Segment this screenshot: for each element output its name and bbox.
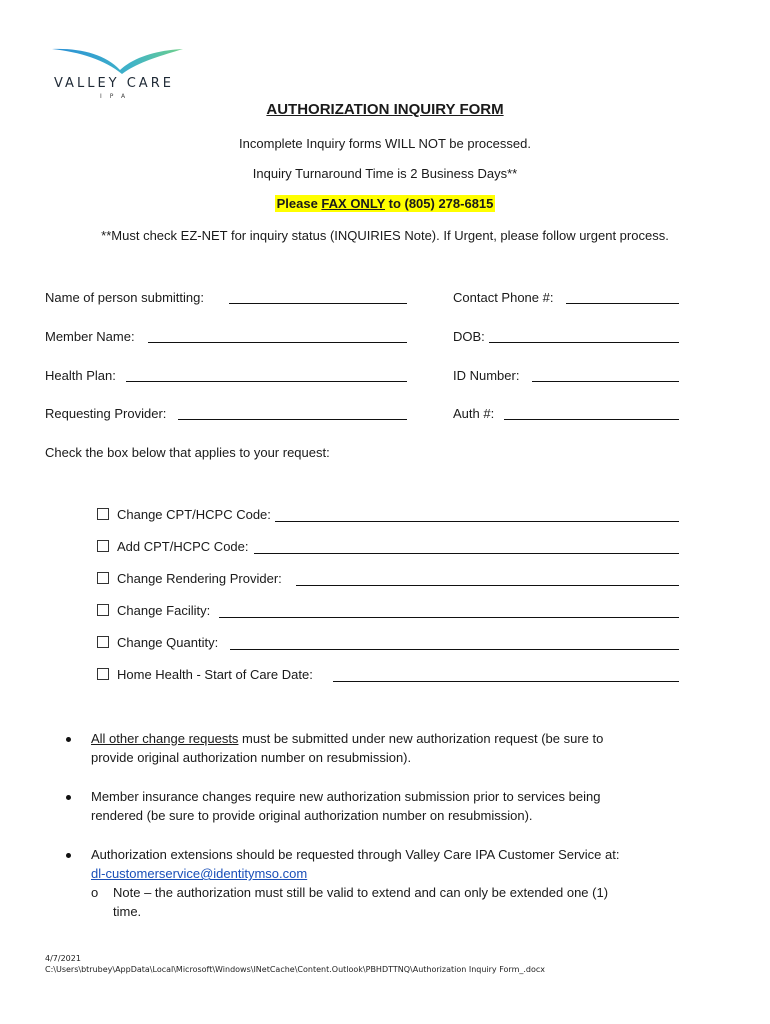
auth-number-field[interactable] [504,419,679,420]
auth-number-label: Auth #: [453,406,495,421]
checkbox-add-cpt[interactable]: Add CPT/HCPC Code: [97,539,249,554]
health-plan-label: Health Plan: [45,368,116,383]
home-health-field[interactable] [333,681,679,682]
requesting-provider-field[interactable] [178,419,407,420]
logo-name: VALLEY CARE [54,76,174,91]
checkbox-home-health[interactable]: Home Health - Start of Care Date: [97,667,313,682]
bullet-dot-icon [66,853,71,858]
bullet-dot-icon [66,795,71,800]
change-cpt-field[interactable] [275,521,679,522]
checkbox-icon[interactable] [97,668,109,680]
checkbox-change-cpt[interactable]: Change CPT/HCPC Code: [97,507,271,522]
footer-path: C:\Users\btrubey\AppData\Local\Microsoft\Windows\INetCache\Content.Outlook\PBHDTTNQ\Authorization Inquiry Form_.docx [45,965,546,974]
member-name-field[interactable] [148,342,407,343]
change-quantity-field[interactable] [230,649,679,650]
dob-field[interactable] [489,342,679,343]
checkbox-icon[interactable] [97,604,109,616]
footer-date: 4/7/2021 [45,954,81,963]
member-name-label: Member Name: [45,329,135,344]
customer-service-email-link[interactable]: dl-customerservice@identitymso.com [91,866,308,881]
id-number-field[interactable] [532,381,679,382]
logo-wave-icon [50,46,185,76]
health-plan-field[interactable] [126,381,407,382]
sub-bullet-marker: o [91,885,99,900]
id-number-label: ID Number: [453,368,520,383]
bullet-extensions: Authorization extensions should be requested through Valley Care IPA Customer Service at: dl-customerservice@identitymso.com [91,847,620,881]
add-cpt-field[interactable] [254,553,679,554]
incomplete-notice: Incomplete Inquiry forms WILL NOT be processed. [239,136,531,151]
fax-instruction: Please FAX ONLY to (805) 278-6815 [276,196,494,211]
checkbox-change-rendering-provider[interactable]: Change Rendering Provider: [97,571,282,586]
contact-phone-label: Contact Phone #: [453,290,554,305]
check-instruction: Check the box below that applies to your request: [45,445,330,460]
change-facility-field[interactable] [219,617,679,618]
checkbox-icon[interactable] [97,572,109,584]
turnaround-notice: Inquiry Turnaround Time is 2 Business Days** [252,166,518,181]
bullet-dot-icon [66,737,71,742]
form-title: AUTHORIZATION INQUIRY FORM [266,101,504,118]
contact-phone-field[interactable] [566,303,679,304]
requesting-provider-label: Requesting Provider: [45,406,167,421]
bullet-insurance-changes: Member insurance changes require new authorization submission prior to services being rendered (be sure to provide original authorization number on resubmission). [91,789,601,823]
checkbox-icon[interactable] [97,540,109,552]
dob-label: DOB: [453,329,485,344]
logo-sub: IPA [100,93,134,100]
checkbox-change-quantity[interactable]: Change Quantity: [97,635,218,650]
sub-bullet-note: Note – the authorization must still be valid to extend and can only be extended one (1) time. [113,885,609,919]
footer [45,953,545,975]
valley-care-logo [50,46,185,106]
checkbox-icon[interactable] [97,636,109,648]
name-submitting-label: Name of person submitting: [45,290,204,305]
ez-net-note: **Must check EZ-NET for inquiry status (INQUIRIES Note). If Urgent, please follow urgent process. [101,228,669,243]
bullet-other-changes: All other change requests must be submitted under new authorization request (be sure to provide original authorization number on resubmission). [91,731,604,765]
checkbox-change-facility[interactable]: Change Facility: [97,603,210,618]
change-rendering-provider-field[interactable] [296,585,679,586]
checkbox-icon[interactable] [97,508,109,520]
name-submitting-field[interactable] [229,303,407,304]
